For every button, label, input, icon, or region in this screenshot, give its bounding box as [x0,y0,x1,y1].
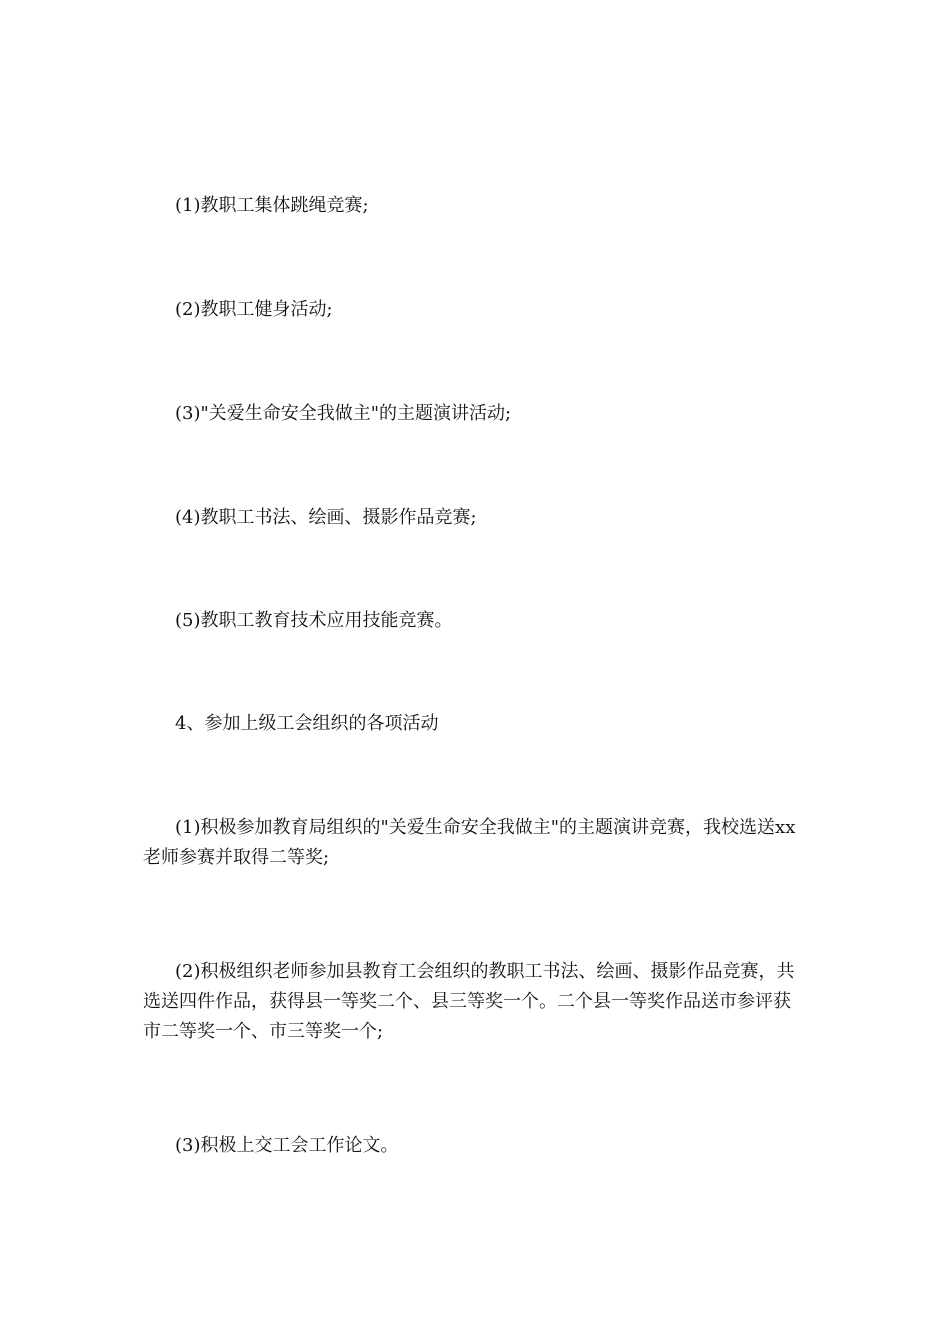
paragraph-activity-4: (4)教职工书法、绘画、摄影作品竞赛; [175,507,477,528]
paragraph-activity-1: (1)教职工集体跳绳竞赛; [175,195,369,216]
paragraph-upper-3: (3)积极上交工会工作论文。 [175,1135,399,1156]
paragraph-activity-5: (5)教职工教育技术应用技能竞赛。 [175,610,453,631]
paragraph-activity-2: (2)教职工健身活动; [175,299,333,320]
section-heading-4: 4、参加上级工会组织的各项活动 [175,713,439,734]
paragraph-activity-3: (3)"关爱生命安全我做主"的主题演讲活动; [175,403,512,424]
paragraph-upper-2: (2)积极组织老师参加县教育工会组织的教职工书法、绘画、摄影作品竞赛，共选送四件作品，获得县一等奖二个、县三等奖一个。二个县一等奖作品送市参评获市二等奖一个、市三等奖一个; [143,961,795,1042]
paragraph-upper-1: (1)积极参加教育局组织的"关爱生命安全我做主"的主题演讲竞赛，我校选送xx老师参赛并取得二等奖; [143,817,796,868]
